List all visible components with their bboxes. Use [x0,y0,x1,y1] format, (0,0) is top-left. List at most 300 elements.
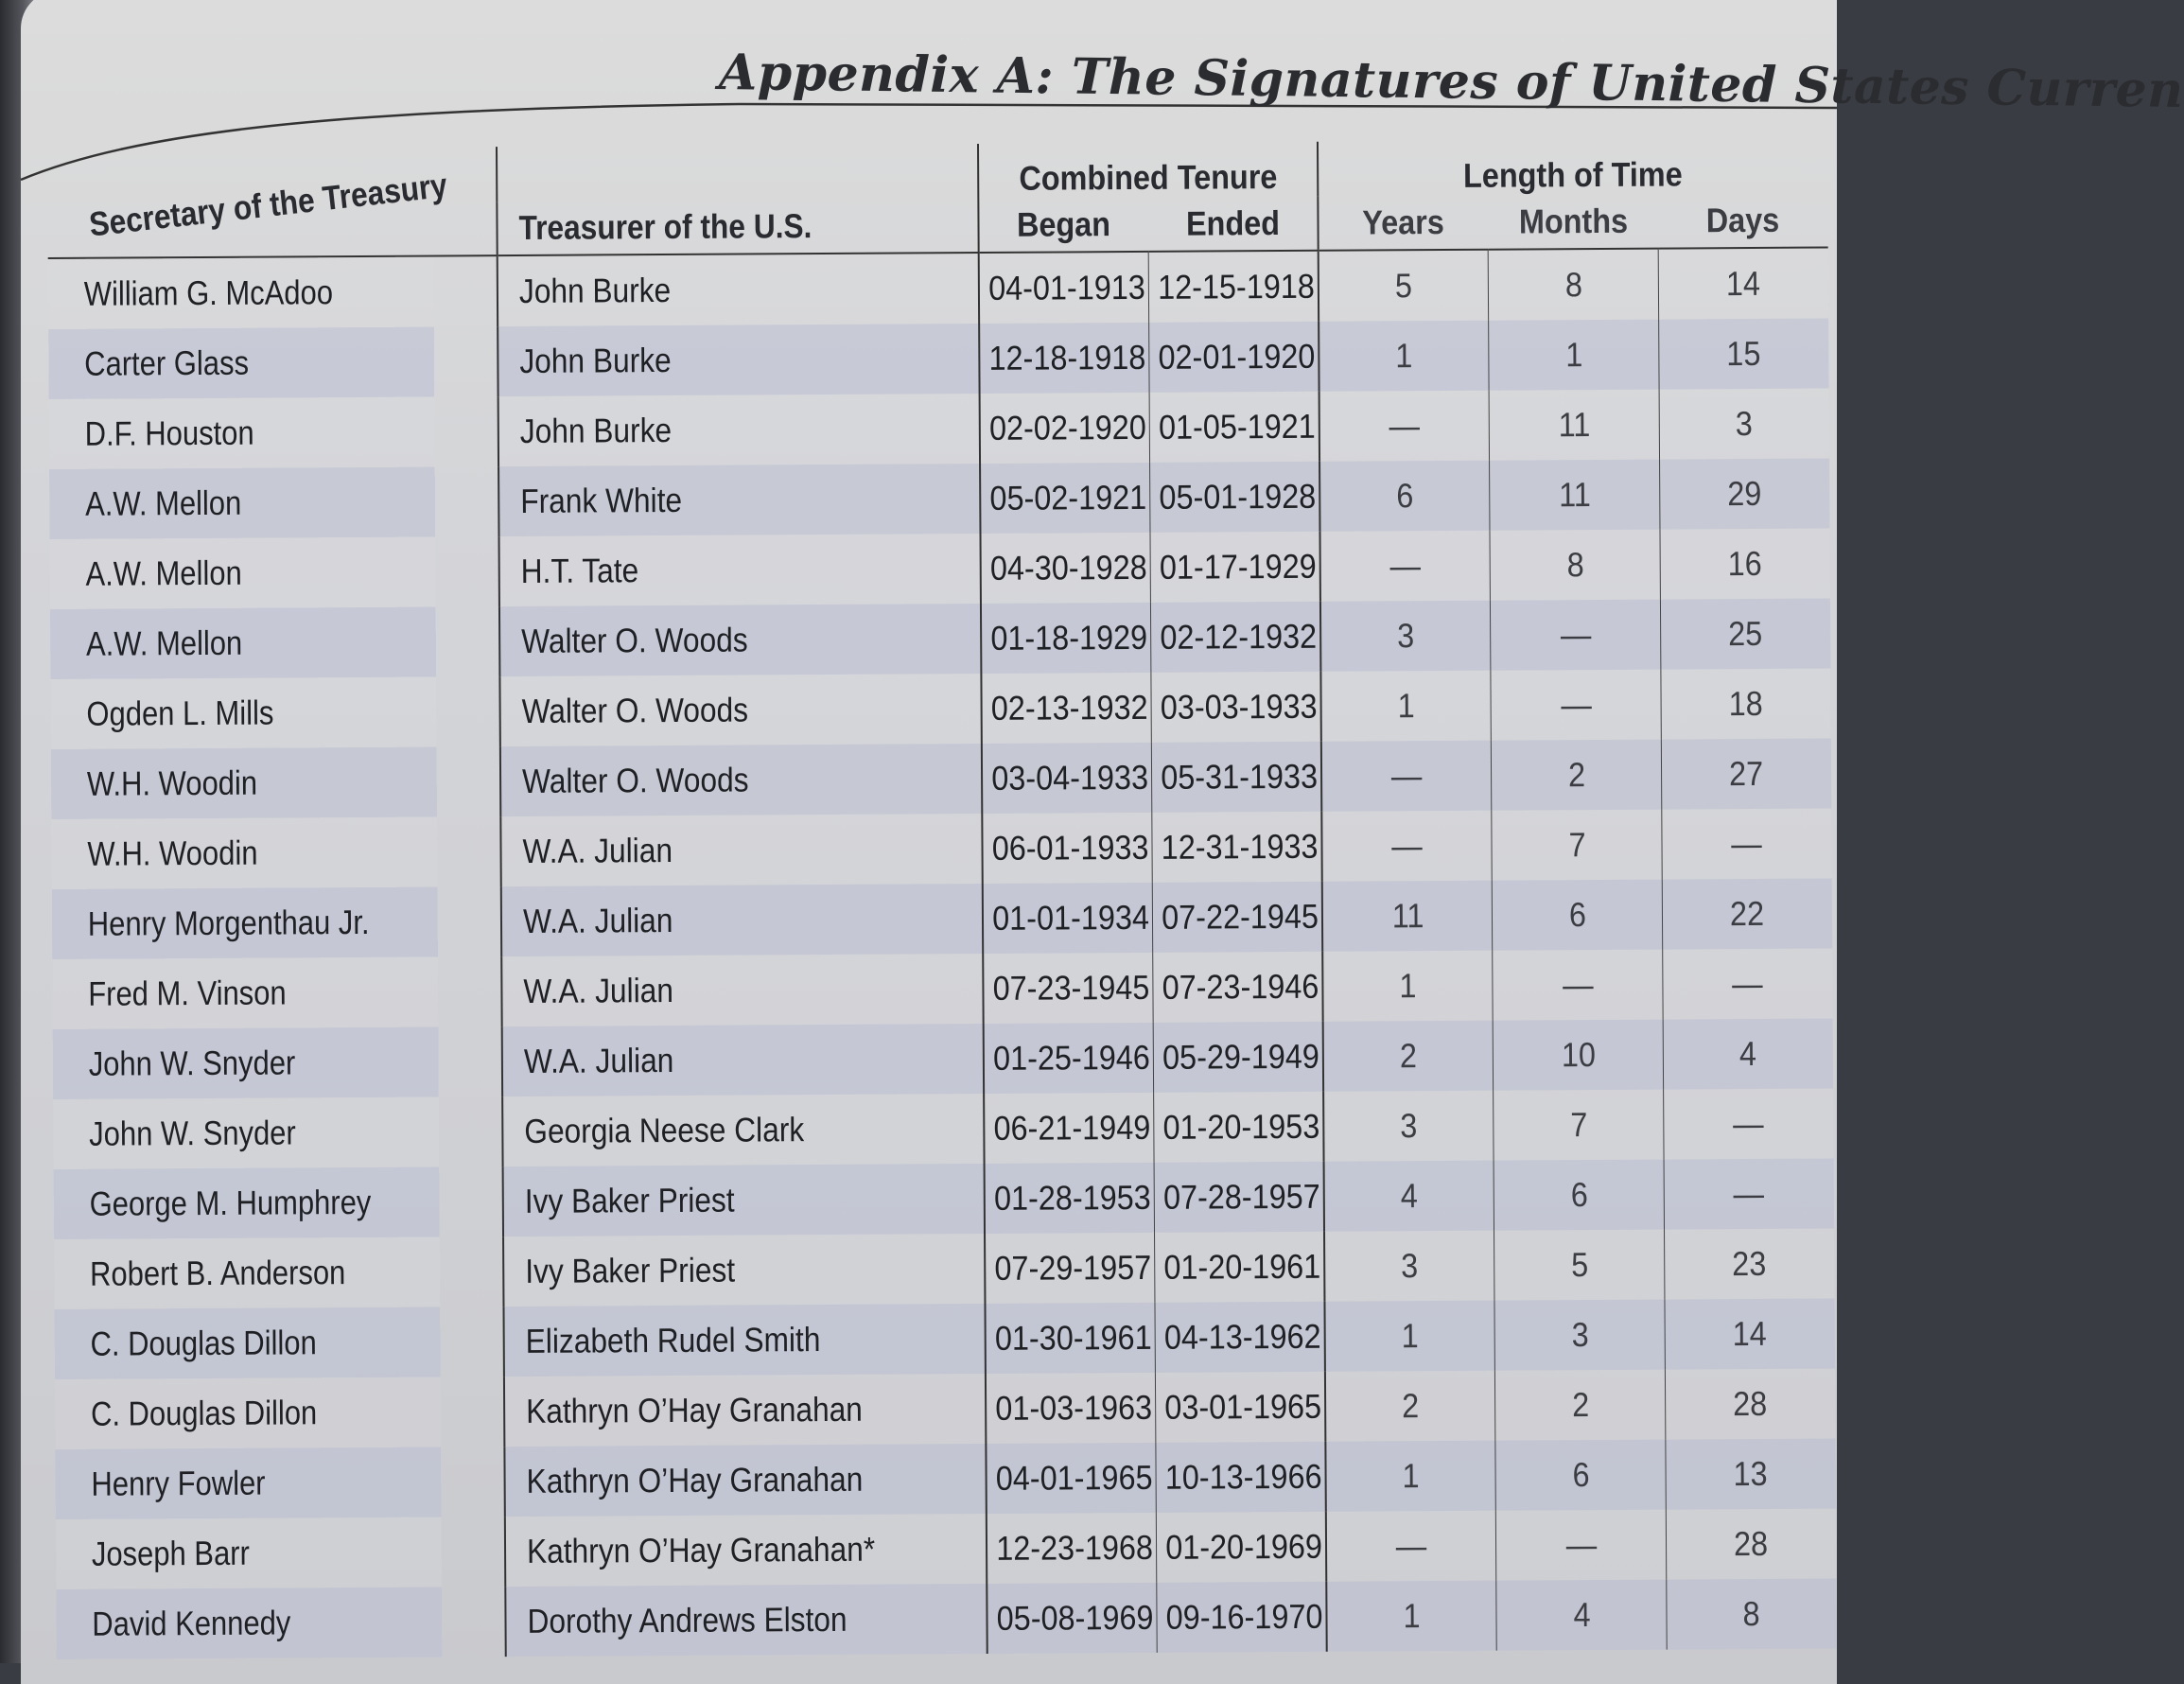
cell-days-text: 15 [1726,333,1761,374]
cell-secretary-text: A.W. Mellon [85,482,242,523]
cell-ended-text: 05-01-1928 [1159,476,1317,517]
header-began: Began [978,198,1148,253]
cell-treasurer-text: Georgia Neese Clark [524,1110,805,1150]
cell-years [1326,1511,1496,1582]
cell-days [1662,878,1832,949]
cell-secretary [54,1237,441,1308]
cell-ended [1157,1582,1327,1653]
cell-ended [1150,462,1320,533]
cell-years-text: — [1390,756,1423,796]
cell-secretary-text: A.W. Mellon [85,623,243,663]
cell-years-text: 3 [1400,1106,1418,1146]
cell-secretary-text: John W. Snyder [88,1043,296,1083]
cell-began-text: 05-08-1969 [996,1597,1154,1638]
cell-ended [1152,812,1322,883]
cell-began-text: 01-18-1929 [990,617,1148,658]
cell-treasurer-text: Walter O. Woods [521,760,749,800]
cell-treasurer-text: Frank White [520,480,683,520]
cell-secretary [52,956,439,1028]
cell-days [1665,1298,1835,1369]
cell-years [1319,321,1489,392]
cell-secretary [49,396,436,468]
cell-years-text: 2 [1399,1036,1418,1076]
cell-ended [1149,392,1319,463]
cell-ended-text: 01-20-1961 [1163,1246,1321,1287]
cell-years [1326,1581,1496,1652]
cell-ended-text: 01-05-1921 [1158,406,1316,447]
cell-treasurer [505,1514,987,1587]
cell-ended [1153,952,1323,1023]
cell-months [1496,1510,1667,1581]
cell-years-text: 1 [1401,1316,1420,1356]
cell-ended [1150,532,1320,603]
cell-ended [1151,602,1321,673]
cell-secretary [54,1307,441,1378]
table-body [48,248,1837,1659]
header-length-of-time: Length of Time [1318,139,1827,197]
table-row [49,458,1829,538]
cell-began-text: 04-30-1928 [989,547,1147,588]
cell-days [1661,668,1831,739]
header-secretary: Secretary of the Treasury [47,202,497,258]
cell-secretary [54,1167,441,1238]
cell-years-text: 5 [1395,266,1413,306]
cell-began-text: 02-02-1920 [988,407,1146,447]
table-row [56,1508,1836,1588]
cell-ended [1155,1302,1325,1373]
tenure-table-wrap [47,138,1854,1659]
cell-ended [1154,1092,1324,1163]
cell-treasurer [503,1234,985,1307]
cell-treasurer-text: Walter O. Woods [521,620,748,660]
cell-days [1661,738,1831,809]
cell-ended-text: 09-16-1970 [1165,1596,1323,1637]
cell-days-text: 27 [1729,753,1764,794]
cell-days [1660,598,1830,669]
cell-began-text: 06-21-1949 [993,1107,1151,1148]
cell-years-text: — [1391,826,1424,866]
cell-months [1490,460,1660,531]
cell-months-text: 11 [1558,475,1591,515]
cell-secretary [48,327,435,399]
cell-ended [1151,672,1321,743]
tenure-table [47,139,1837,1659]
header-treasurer: Treasurer of the U.S. [497,199,978,255]
cell-began-text: 01-03-1963 [995,1387,1153,1428]
cell-months [1488,249,1658,321]
cell-began [982,813,1152,884]
cell-secretary-text: C. Douglas Dillon [90,1323,317,1363]
cell-days [1666,1438,1836,1509]
cell-treasurer-text: W.A. Julian [523,1040,674,1080]
table-row [54,1228,1834,1308]
cell-treasurer [498,394,980,466]
header-years: Years [1319,196,1489,251]
table-row [52,878,1832,958]
cell-treasurer [498,464,980,536]
cell-treasurer [503,1304,985,1377]
cell-years [1325,1371,1495,1442]
cell-secretary-text: Robert B. Anderson [89,1253,346,1293]
cell-treasurer-text: John Burke [519,340,672,380]
cell-years [1322,951,1493,1022]
cell-months [1494,1160,1664,1231]
cell-months [1496,1580,1667,1651]
cell-ended [1149,322,1319,393]
cell-ended-text: 12-31-1933 [1161,826,1319,867]
cell-began [985,1233,1155,1304]
cell-years [1323,1091,1494,1162]
cell-months [1490,530,1660,601]
cell-treasurer [499,604,981,676]
cell-days-text: — [1731,823,1763,864]
cell-years [1322,881,1493,952]
table-row [49,388,1829,468]
cell-treasurer-text: John Burke [518,270,672,310]
cell-months [1495,1370,1666,1441]
cell-months [1489,390,1659,461]
book-page [21,0,2184,1684]
cell-days [1665,1368,1835,1439]
header-ended: Ended [1148,197,1319,252]
cell-years-text: — [1389,546,1422,586]
cell-began [982,743,1152,814]
cell-months [1492,740,1662,811]
cell-secretary-text: A.W. Mellon [85,553,242,593]
cell-ended-text: 03-01-1965 [1164,1386,1322,1427]
cell-treasurer [499,534,981,606]
cell-treasurer [503,1164,985,1237]
cell-months [1494,1230,1665,1301]
header-combined-tenure: Combined Tenure [978,142,1319,199]
cell-days-text: 29 [1727,473,1762,514]
cell-years-text: 2 [1402,1386,1420,1426]
cell-ended-text: 04-13-1962 [1163,1316,1321,1357]
cell-months-text: 7 [1569,1105,1588,1145]
cell-days [1667,1578,1837,1649]
cell-days-text: 3 [1736,403,1754,444]
cell-years [1319,461,1490,532]
cell-days-text: 23 [1732,1243,1767,1284]
cell-treasurer-text: Walter O. Woods [521,690,749,730]
cell-treasurer [504,1374,986,1447]
cell-ended-text: 02-01-1920 [1158,336,1316,377]
cell-ended [1156,1512,1326,1583]
cell-months-text: — [1560,615,1592,655]
cell-years-text: 4 [1400,1176,1419,1216]
cell-secretary [53,1096,440,1168]
cell-ended [1156,1372,1326,1443]
header-days: Days [1658,194,1828,249]
cell-days-text: 18 [1728,683,1764,724]
cell-secretary [52,886,439,958]
cell-days-text: — [1732,963,1764,1004]
cell-treasurer [504,1444,986,1517]
cell-years-text: 1 [1402,1456,1420,1496]
cell-days [1664,1158,1834,1229]
cell-days [1663,1088,1833,1159]
cell-years [1326,1441,1496,1512]
cell-ended [1153,1022,1323,1093]
cell-months-text: — [1565,1525,1597,1565]
cell-days [1658,248,1828,320]
cell-began-text: 03-04-1933 [991,757,1149,798]
cell-months-text: — [1562,965,1594,1005]
cell-began [980,393,1150,464]
cell-days-text: 28 [1734,1523,1769,1564]
cell-treasurer-text: Kathryn O’Hay Granahan [526,1389,863,1430]
cell-secretary [50,606,437,678]
cell-months [1493,1020,1663,1091]
cell-days-text: — [1733,1103,1765,1144]
cell-secretary [55,1447,442,1518]
cell-ended-text: 07-23-1946 [1162,966,1319,1007]
cell-days-text: 8 [1742,1593,1761,1634]
cell-secretary [56,1517,443,1588]
cell-secretary-text: George M. Humphrey [89,1182,372,1223]
cell-ended-text: 03-03-1933 [1160,686,1318,727]
cell-secretary-text: C. Douglas Dillon [90,1393,318,1433]
cell-secretary-text: W.H. Woodin [86,763,258,803]
cell-secretary [51,816,438,888]
cell-treasurer-text: Kathryn O’Hay Granahan* [526,1529,876,1570]
cell-days [1659,458,1829,529]
cell-days [1659,388,1829,459]
cell-days [1663,1018,1833,1089]
cell-years-text: — [1395,1526,1427,1566]
cell-treasurer-text: Elizabeth Rudel Smith [525,1320,821,1360]
cell-began [983,883,1153,954]
cell-ended [1156,1442,1326,1513]
cell-days [1663,948,1833,1019]
cell-secretary-text: Henry Morgenthau Jr. [87,902,370,943]
cell-began [984,1093,1154,1164]
cell-years [1321,741,1492,812]
cell-days-text: 22 [1730,893,1765,934]
cell-days-text: 25 [1728,613,1763,654]
cell-began [981,603,1151,674]
cell-years-text: — [1389,406,1421,446]
cell-months-text: 1 [1564,335,1583,375]
cell-years-text: 11 [1391,896,1424,936]
cell-months [1494,1090,1664,1161]
cell-days [1666,1508,1836,1579]
cell-secretary-text: John W. Snyder [89,1113,296,1153]
cell-began-text: 06-01-1933 [991,827,1149,868]
cell-secretary-text: W.H. Woodin [87,833,258,873]
cell-months-text: 6 [1570,1175,1588,1215]
cell-treasurer [500,814,982,886]
table-row [55,1438,1835,1518]
cell-began-text: 02-13-1932 [990,687,1148,728]
cell-treasurer [502,1094,984,1167]
cell-months [1493,880,1663,951]
cell-began-text: 01-25-1946 [992,1037,1150,1078]
cell-treasurer [498,324,979,396]
cell-months-text: 2 [1571,1385,1589,1425]
cell-secretary [50,676,437,748]
cell-years [1319,250,1489,322]
table-row [54,1298,1834,1378]
cell-treasurer-text: Ivy Baker Priest [524,1180,735,1220]
cell-months-text: 6 [1568,895,1586,935]
cell-years-text: 1 [1399,966,1417,1006]
cell-years [1321,811,1492,882]
cell-began-text: 12-18-1918 [988,337,1146,377]
cell-years [1320,531,1491,602]
cell-began [986,1443,1156,1514]
cell-secretary [51,746,438,818]
cell-ended-text: 01-20-1953 [1162,1106,1320,1147]
cell-began [980,533,1150,604]
table-row [54,1158,1834,1238]
table-row [50,598,1830,678]
cell-ended-text: 12-15-1918 [1158,266,1316,307]
table-row [53,1088,1833,1168]
cell-ended-text: 07-22-1945 [1162,896,1319,937]
cell-days-text: 14 [1732,1313,1768,1354]
cell-years [1319,391,1490,462]
cell-secretary-text: Ogden L. Mills [86,693,274,733]
cell-days [1659,319,1829,390]
cell-months-text: 10 [1561,1035,1596,1075]
cell-ended-text: 01-20-1969 [1165,1526,1323,1567]
cell-days-text: 4 [1739,1033,1757,1074]
header-spacer-treasurer [497,144,978,202]
cell-months-text: 7 [1567,825,1586,865]
cell-days [1662,808,1832,879]
cell-ended-text: 05-29-1949 [1162,1036,1320,1077]
cell-began [985,1163,1155,1234]
cell-years-text: 1 [1395,336,1413,376]
cell-ended-text: 07-28-1957 [1162,1176,1320,1217]
cell-ended-text: 10-13-1966 [1164,1456,1322,1497]
table-row [51,808,1831,888]
cell-years [1321,671,1492,742]
cell-began [980,463,1150,534]
cell-months-text: 11 [1558,405,1591,445]
cell-years [1324,1161,1494,1232]
cell-months [1493,950,1663,1021]
cell-months [1491,600,1661,671]
cell-days-text: 28 [1733,1383,1768,1424]
cell-began-text: 01-30-1961 [994,1317,1152,1358]
cell-months-text: 6 [1572,1455,1590,1495]
cell-secretary [49,466,436,538]
cell-began-text: 04-01-1965 [995,1457,1153,1498]
cell-began-text: 07-23-1945 [992,967,1150,1008]
cell-days-text: 13 [1733,1453,1769,1494]
cell-treasurer [505,1584,987,1657]
cell-months-text: 5 [1570,1245,1588,1285]
cell-secretary [48,256,435,329]
cell-began-text: 05-02-1921 [989,477,1147,517]
table-row [48,319,1828,399]
cell-treasurer [499,674,981,746]
cell-secretary [53,1026,440,1098]
cell-days [1660,528,1830,599]
cell-secretary-text: Carter Glass [84,342,250,383]
cell-years-text: 6 [1396,476,1414,516]
cell-months-text: 3 [1571,1315,1589,1355]
cell-began-text: 07-29-1957 [994,1247,1152,1288]
cell-months-text: — [1560,685,1592,725]
cell-treasurer-text: H.T. Tate [520,551,639,590]
page-title: Appendix A: The Signatures of United States Curren [718,44,2184,119]
cell-treasurer [502,1024,984,1096]
cell-treasurer-text: W.A. Julian [522,830,673,870]
cell-began-text: 01-28-1953 [993,1177,1151,1218]
cell-years [1320,601,1491,672]
cell-began [981,673,1151,744]
cell-days [1664,1228,1834,1299]
cell-days-text: 16 [1727,543,1763,584]
cell-ended [1155,1232,1325,1303]
cell-months-text: 8 [1564,265,1582,305]
cell-secretary-text: William G. McAdoo [83,272,334,313]
cell-began [984,1023,1154,1094]
cell-began [983,953,1153,1024]
cell-ended-text: 05-31-1933 [1161,756,1319,797]
cell-treasurer-text: Dorothy Andrews Elston [527,1599,847,1640]
cell-years-text: 3 [1397,616,1415,656]
cell-months-text: 2 [1567,755,1585,795]
cell-months-text: 4 [1572,1595,1591,1635]
cell-began [979,252,1149,324]
cell-years-text: 3 [1401,1246,1419,1286]
cell-secretary [55,1377,442,1448]
cell-treasurer [501,954,983,1026]
cell-began [987,1583,1157,1654]
cell-treasurer-text: Ivy Baker Priest [525,1250,736,1290]
cell-months [1491,670,1661,741]
cell-began-text: 04-01-1913 [987,267,1145,307]
cell-months [1489,320,1659,391]
cell-began [979,323,1149,394]
table-row [50,668,1830,748]
cell-began [985,1303,1155,1374]
cell-days-text: 14 [1726,263,1761,304]
table-row [56,1578,1836,1658]
table-row [50,528,1830,608]
cell-days-text: — [1733,1173,1765,1214]
cell-ended [1151,742,1321,813]
cell-treasurer-text: W.A. Julian [522,900,673,940]
cell-secretary-text: David Kennedy [92,1603,291,1643]
cell-treasurer [498,253,979,326]
cell-treasurer-text: W.A. Julian [523,970,674,1010]
table-row [48,248,1828,329]
table-row [55,1368,1835,1448]
cell-secretary [50,536,437,608]
cell-treasurer [501,884,983,956]
cell-began [987,1513,1157,1584]
cell-began [986,1373,1156,1444]
cell-ended-text: 02-12-1932 [1160,616,1318,657]
cell-secretary-text: Joseph Barr [91,1533,250,1573]
cell-years-text: 1 [1403,1596,1421,1636]
cell-ended [1148,251,1319,323]
cell-treasurer-text: Kathryn O’Hay Granahan [526,1459,864,1500]
cell-ended [1152,882,1322,953]
cell-ended-text: 01-17-1929 [1159,546,1317,587]
cell-years [1325,1301,1495,1372]
cell-years [1323,1021,1494,1092]
cell-ended [1154,1162,1324,1233]
cell-secretary-text: Henry Fowler [91,1463,266,1503]
cell-months [1495,1440,1666,1511]
table-header [47,139,1828,258]
